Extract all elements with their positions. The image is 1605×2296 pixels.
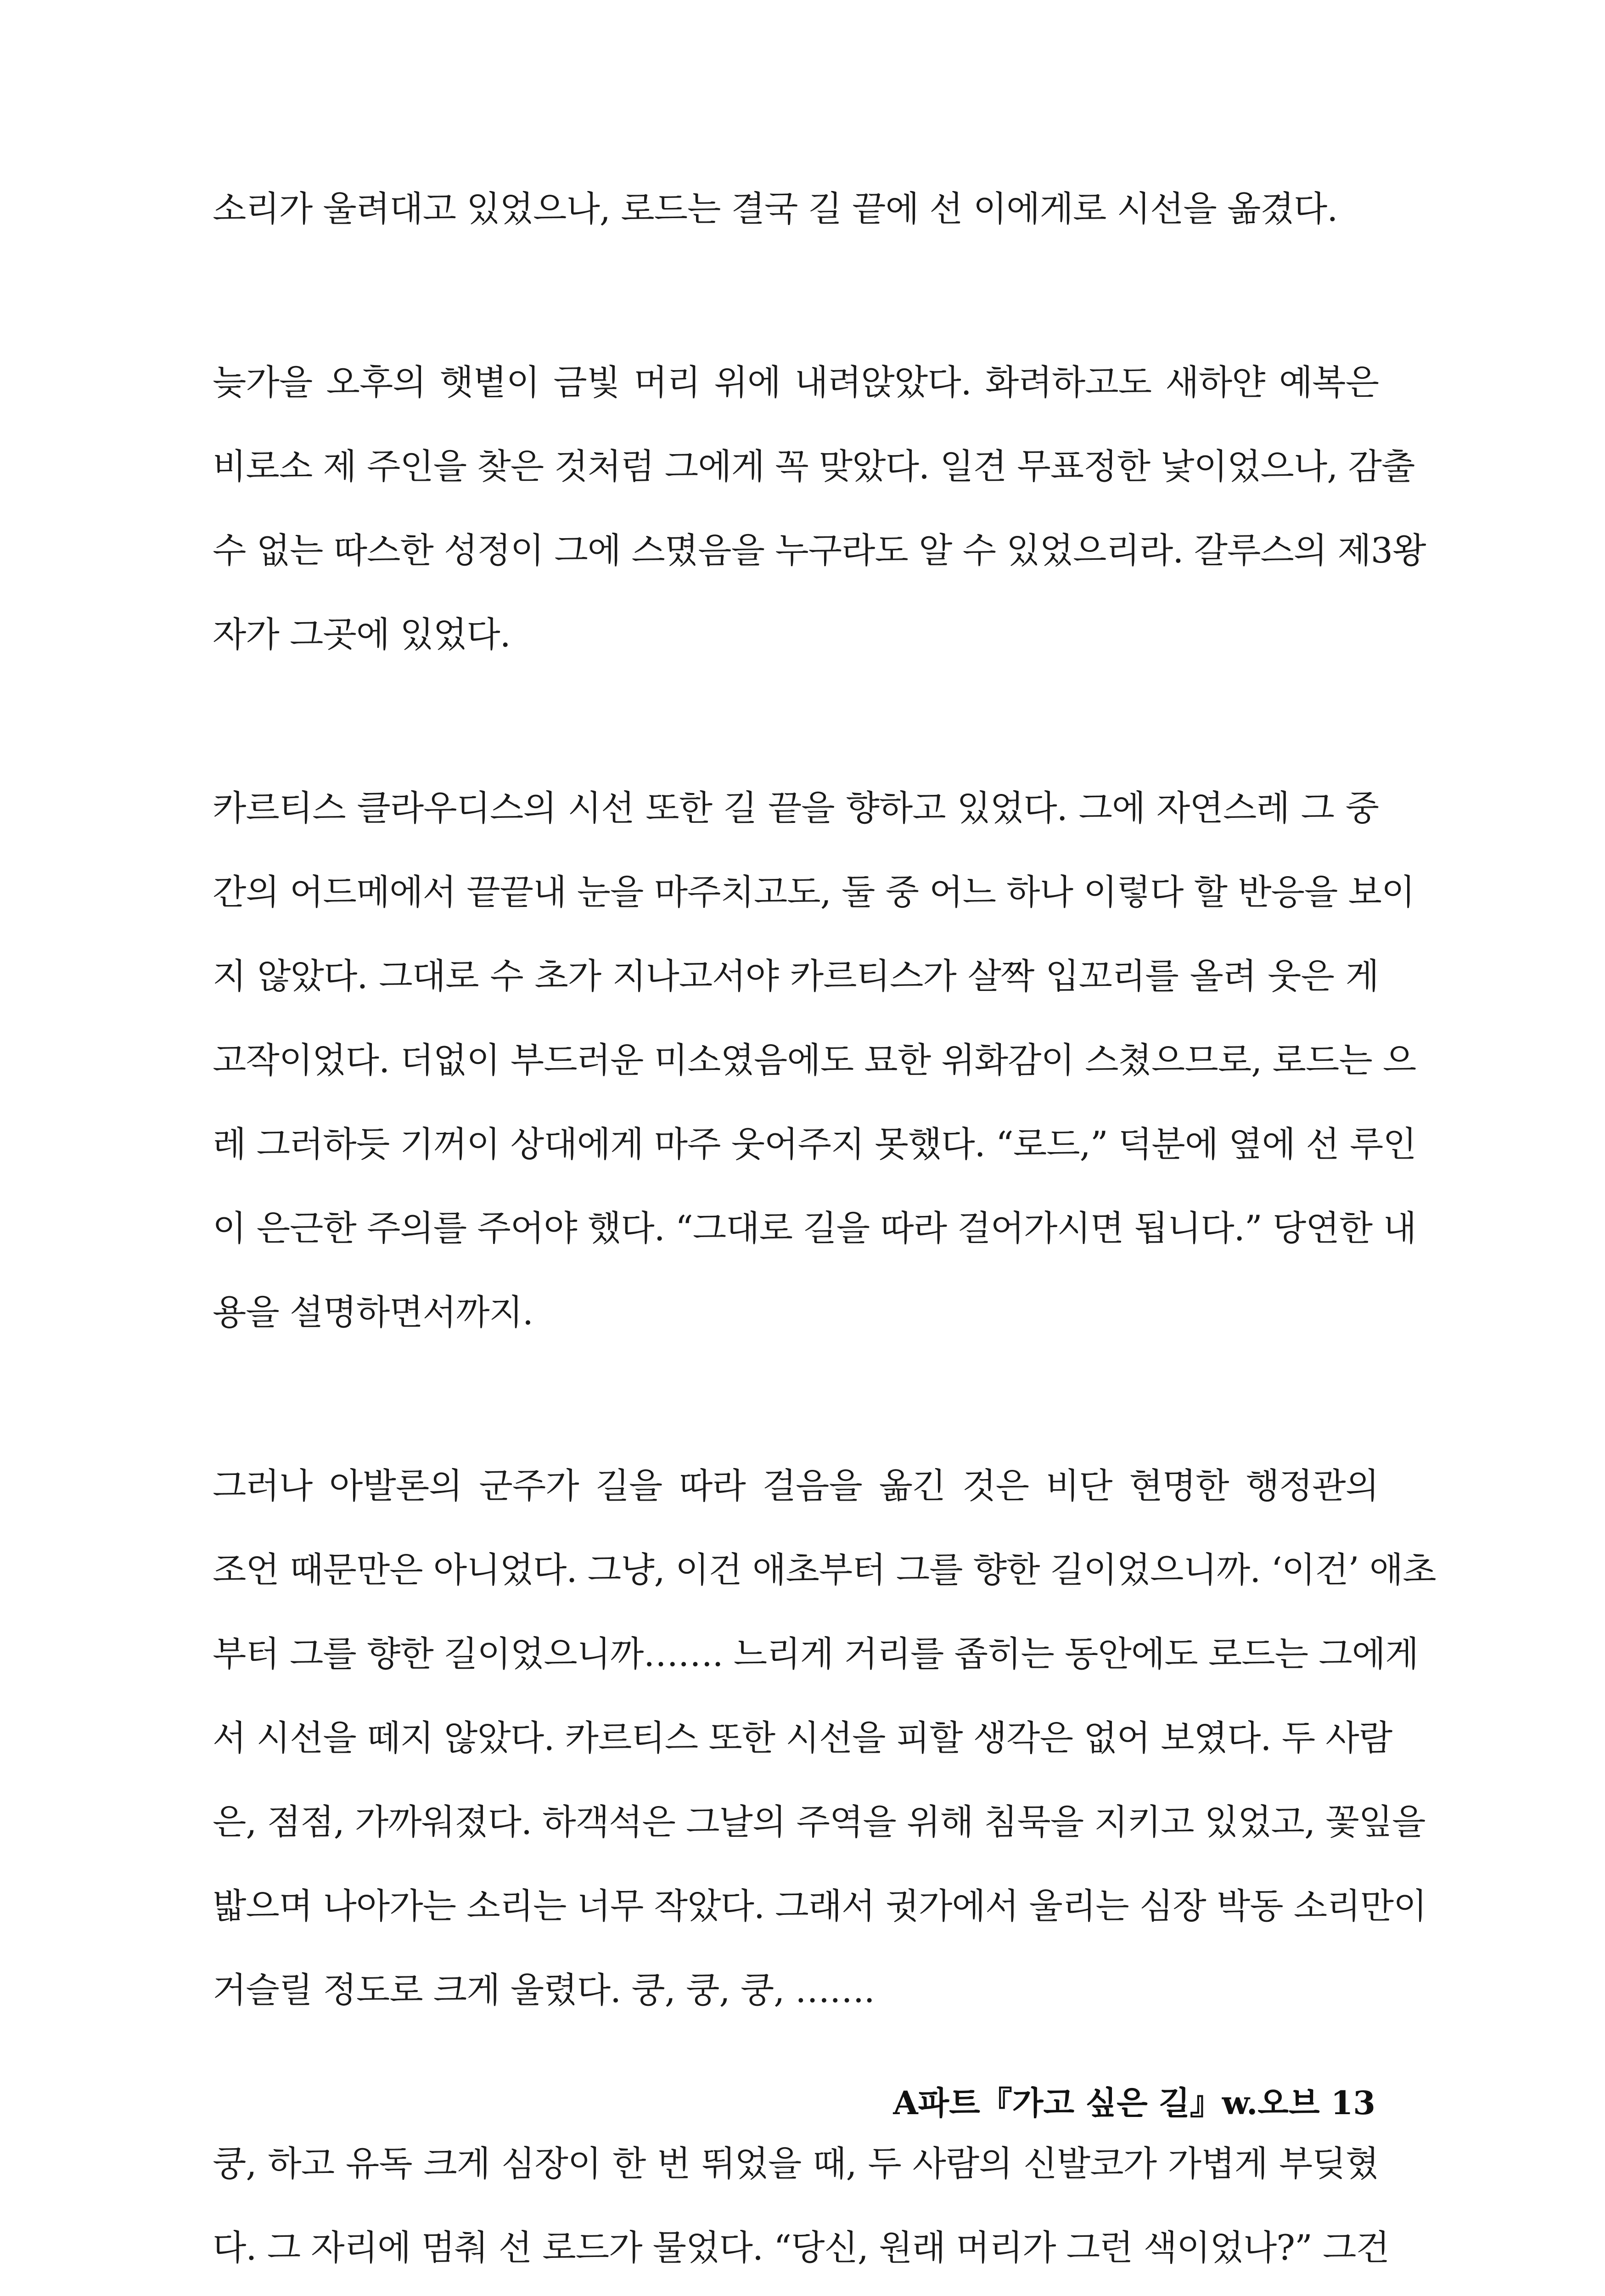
text-line: 쿵, 하고 유독 크게 심장이 한 번 뛰었을 때, 두 사람의 신발코가 가볍게 부딪혔 (213, 2143, 1379, 2184)
text-line: 부터 그를 향한 길이었으니까……. 느리게 거리를 좁히는 동안에도 로드는 그에게 (213, 1633, 1419, 1674)
text-line: 간의 어드메에서 끝끝내 눈을 마주치고도, 둘 중 어느 하나 이렇다 할 반응을 보이 (213, 872, 1415, 912)
footer-title: A파트『가고 싶은 길』w.오브 (893, 2084, 1320, 2122)
text-line: 다. 그 자리에 멈춰 선 로드가 물었다. “당신, 원래 머리가 그런 색이었나?” 그건 (213, 2227, 1389, 2268)
text-line: 늦가을 오후의 햇볕이 금빛 머리 위에 내려앉았다. 화려하고도 새하얀 예복은 (213, 362, 1379, 403)
text-line: 수 없는 따스한 성정이 그에 스몄음을 누구라도 알 수 있었으리라. 갈루스의 제3왕 (213, 530, 1426, 571)
text-line: 조언 때문만은 아니었다. 그냥, 이건 애초부터 그를 향한 길이었으니까. ‘이건’ 애초 (213, 1549, 1436, 1590)
text-line: 자가 그곳에 있었다. (213, 614, 511, 655)
text-line: 용을 설명하면서까지. (213, 1292, 533, 1333)
text-line: 지 않았다. 그대로 수 초가 지나고서야 카르티스가 살짝 입꼬리를 올려 웃은 게 (213, 956, 1379, 996)
page-number: 13 (1330, 2084, 1375, 2122)
text-line: 카르티스 클라우디스의 시선 또한 길 끝을 향하고 있었다. 그에 자연스레 그 중 (213, 788, 1379, 828)
text-line: 비로소 제 주인을 찾은 것처럼 그에게 꼭 맞았다. 일견 무표정한 낯이었으나, 감출 (213, 446, 1415, 487)
text-line: 서 시선을 떼지 않았다. 카르티스 또한 시선을 피할 생각은 없어 보였다. 두 사람 (213, 1717, 1392, 1758)
text-line: 고작이었다. 더없이 부드러운 미소였음에도 묘한 위화감이 스쳤으므로, 로드는 으 (213, 1040, 1416, 1080)
page-footer (893, 2080, 1375, 2126)
text-line: 레 그러하듯 기꺼이 상대에게 마주 웃어주지 못했다. “로드,” 덕분에 옆에 선 루인 (213, 1124, 1416, 1165)
text-line: 이 은근한 주의를 주어야 했다. “그대로 길을 따라 걸어가시면 됩니다.” 당연한 내 (213, 1208, 1416, 1249)
text-line: 밟으며 나아가는 소리는 너무 작았다. 그래서 귓가에서 울리는 심장 박동 소리만이 (213, 1885, 1427, 1926)
text-line: 그러나 아발론의 군주가 길을 따라 걸음을 옮긴 것은 비단 현명한 행정관의 (213, 1465, 1379, 1506)
text-line: 은, 점점, 가까워졌다. 하객석은 그날의 주역을 위해 침묵을 지키고 있었고, 꽃잎을 (213, 1801, 1425, 1842)
text-line: 소리가 울려대고 있었으나, 로드는 결국 길 끝에 선 이에게로 시선을 옮겼다. (213, 188, 1338, 229)
text-line: 거슬릴 정도로 크게 울렸다. 쿵, 쿵, 쿵, ……. (213, 1970, 875, 2010)
